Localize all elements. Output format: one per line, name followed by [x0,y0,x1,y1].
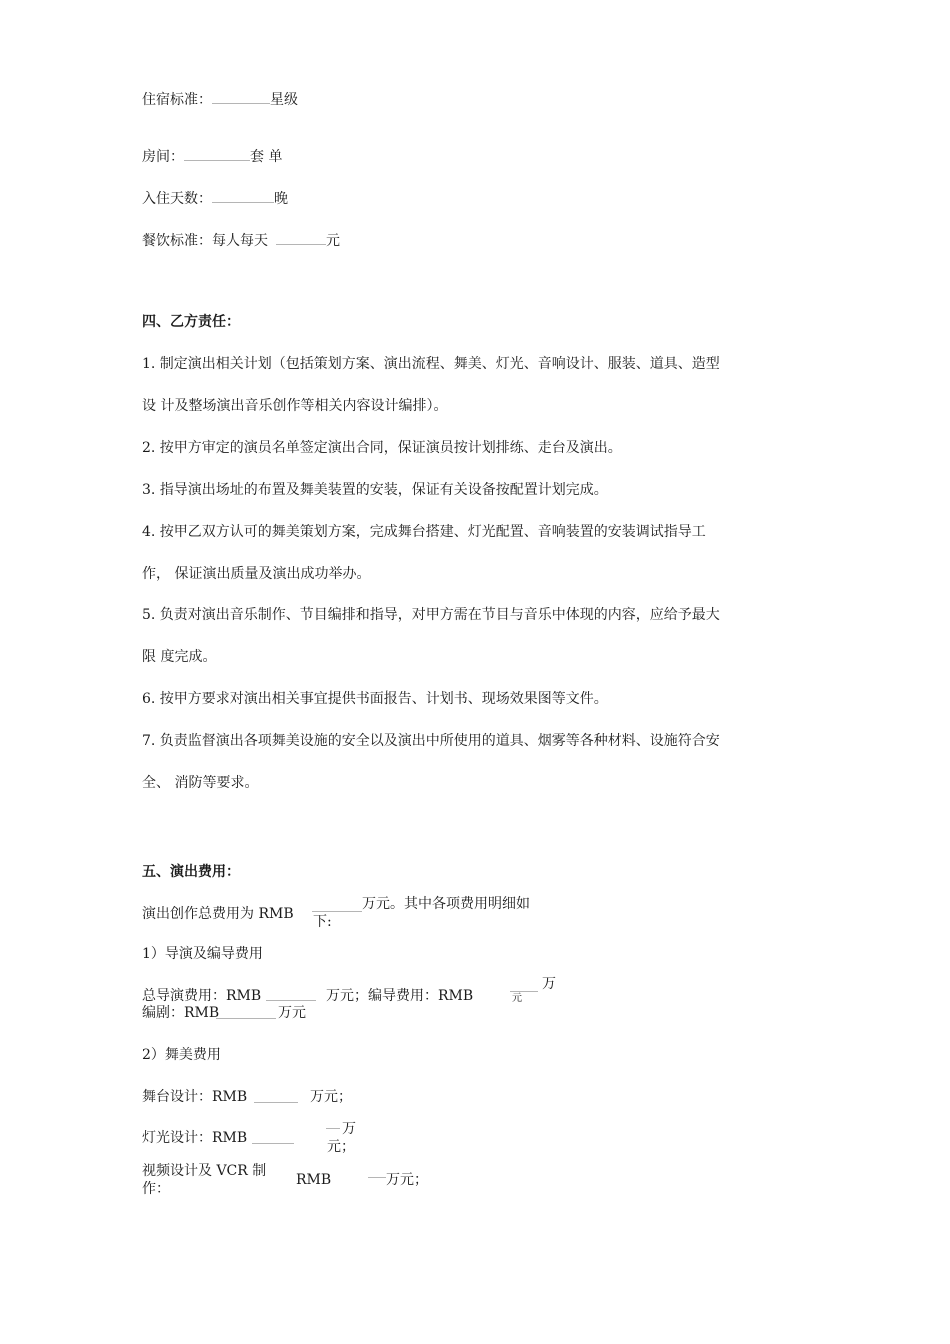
list-item: 7. 负责监督演出各项舞美设施的安全以及演出中所使用的道具、烟雾等各种材料、设施符合安 [142,733,720,749]
list-item: 6. 按甲方要求对演出相关事宜提供书面报告、计划书、现场效果图等文件。 [142,691,608,707]
nights-blank [212,188,274,203]
accommodation-standard-blank [212,89,270,104]
list-item-continuation: 作， 保证演出质量及演出成功举办。 [142,566,371,582]
accommodation-standard-unit: 星级 [270,92,298,108]
total-fee-wrap: 下: [313,914,332,930]
video-design-unit: 万元； [386,1172,428,1188]
writer-fee-blank [216,1018,276,1019]
writer-fee-unit: 万元 [278,1005,306,1021]
subsection-stage-design-fees: 2）舞美费用 [142,1047,221,1063]
video-design-blank [368,1177,386,1178]
room-blank [184,146,250,161]
director-fee-label: 总导演费用：RMB [142,988,262,1004]
meal-label: 餐饮标准：每人每天 [142,233,268,249]
stage-design-label: 舞台设计：RMB [142,1089,248,1105]
lighting-design-unit-bottom: 元； [327,1139,355,1155]
room-unit: 套 单 [250,149,283,165]
section-heading-party-b-responsibilities: 四、乙方责任： [142,314,240,330]
list-item: 4. 按甲乙双方认可的舞美策划方案，完成舞台搭建、灯光配置、音响装置的安装调试指导工 [142,524,706,540]
choreographer-fee-unit-bottom: 元 [512,993,522,1004]
list-item: 2. 按甲方审定的演员名单签定演出合同，保证演员按计划排练、走台及演出。 [142,440,622,456]
room-label: 房间： [142,149,184,165]
total-fee-blank [312,911,362,912]
total-fee-prefix: 演出创作总费用为 RMB [142,906,294,922]
section-heading-performance-fees: 五、演出费用： [142,864,240,880]
nights-line [142,188,288,208]
meal-blank [276,230,326,245]
writer-fee-label: 编剧：RMB [142,1005,220,1021]
total-fee-suffix: 万元。其中各项费用明细如 [362,896,530,912]
list-item-continuation: 限 度完成。 [142,649,217,665]
list-item-continuation: 设 计及整场演出音乐创作等相关内容设计编排）。 [142,398,448,414]
stage-design-unit: 万元； [310,1089,352,1105]
list-item-continuation: 全、 消防等要求。 [142,775,259,791]
lighting-design-blank-2 [326,1128,340,1129]
video-design-rmb: RMB [296,1172,332,1188]
choreographer-fee-blank [510,991,538,992]
director-fee-unit: 万元；编导费用：RMB [326,988,474,1004]
list-item: 3. 指导演出场址的布置及舞美装置的安装，保证有关设备按配置计划完成。 [142,482,608,498]
accommodation-standard-line [142,89,298,109]
lighting-design-label: 灯光设计：RMB [142,1130,248,1146]
director-fee-blank [266,1000,316,1001]
room-line [142,146,282,166]
nights-label: 入住天数： [142,191,212,207]
accommodation-standard-label: 住宿标准： [142,92,212,108]
stage-design-blank [254,1102,298,1103]
list-item: 5. 负责对演出音乐制作、节目编排和指导，对甲方需在节目与音乐中体现的内容，应给予最大 [142,607,720,623]
video-design-label-line2: 作： [142,1181,170,1197]
meal-unit: 元 [326,233,340,249]
lighting-design-blank [252,1143,294,1144]
meal-line [142,230,340,250]
choreographer-fee-unit-top: 万 [542,976,556,992]
lighting-design-unit-top: 万 [342,1121,356,1137]
list-item: 1. 制定演出相关计划（包括策划方案、演出流程、舞美、灯光、音响设计、服装、道具、造型 [142,356,720,372]
subsection-director-fees: 1）导演及编导费用 [142,946,263,962]
video-design-label-line1: 视频设计及 VCR 制 [142,1163,267,1179]
nights-unit: 晚 [274,191,288,207]
